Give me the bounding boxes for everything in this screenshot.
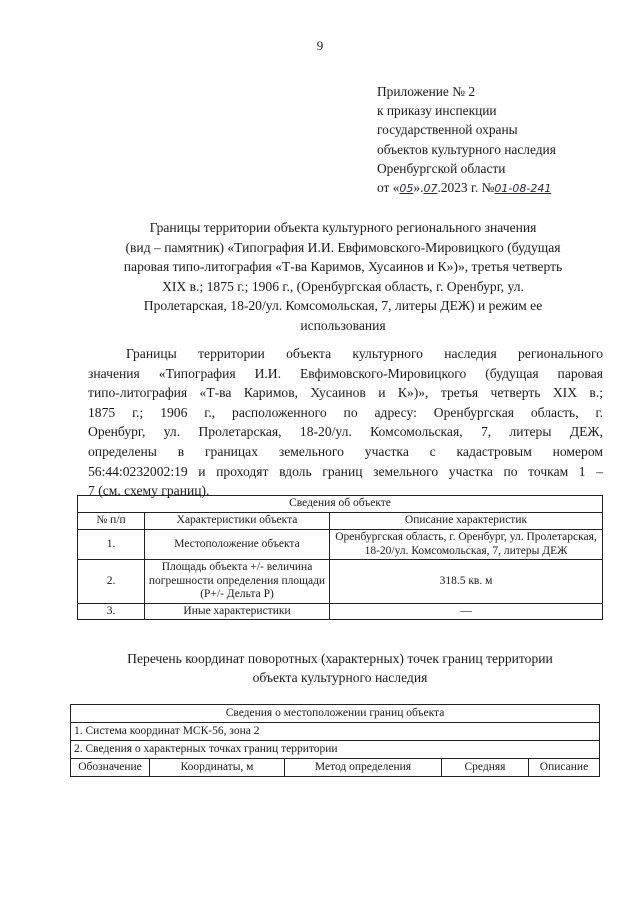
appendix-line: Оренбургской области xyxy=(377,160,506,176)
appendix-header xyxy=(377,82,627,198)
column-header: № п/п xyxy=(78,513,145,530)
points-info-row xyxy=(71,741,600,759)
appendix-date-line xyxy=(377,178,627,198)
row-description: Оренбургская область, г. Оренбург, ул. Пролетарская, 18-20/ул. Комсомольская, 7, литеры ДЕЖ xyxy=(330,530,603,560)
table-caption-row xyxy=(78,496,603,513)
row-number: 3. xyxy=(78,603,145,620)
body-line: 1875 г.; 1906 г., расположенного по адресу: Оренбургская область, г. xyxy=(88,404,603,420)
appendix-line: государственной охраны xyxy=(377,122,518,138)
coordinates-table xyxy=(70,704,600,777)
body-paragraph xyxy=(88,344,603,501)
points-info: 2. Сведения о характерных точках границ территории xyxy=(71,741,600,759)
appendix-line: Приложение № 2 xyxy=(377,84,476,99)
title-line: XIX в.; 1875 г.; 1906 г., (Оренбургская область, г. Оренбург, ул. xyxy=(162,278,524,294)
body-line: типо-литография «Т-ва Каримов, Хусаинов и К»)», третья четверть XIX в.; xyxy=(88,385,603,401)
table-header-row xyxy=(71,759,600,777)
date-prefix: от « xyxy=(377,180,400,196)
table-row xyxy=(78,603,603,620)
date-year: .2023 г. № xyxy=(437,180,495,196)
column-header: Описание характеристик xyxy=(330,513,603,530)
table-caption: Сведения о местоположении границ объекта xyxy=(71,705,600,723)
date-day-handwritten: 05 xyxy=(399,182,414,196)
title-line: Границы территории объекта культурного регионального значения xyxy=(149,220,537,235)
row-number: 2. xyxy=(78,560,145,604)
body-line: Границы территории объекта культурного наследия регионального xyxy=(126,346,603,361)
order-number-handwritten: 01-08-241 xyxy=(494,182,552,196)
coordinate-system-row xyxy=(71,723,600,741)
row-characteristic: Местоположение объекта xyxy=(145,530,330,560)
column-header: Средняя xyxy=(442,759,529,777)
row-characteristic: Площадь объекта +/- величина погрешности определения площади (Р+/- Дельта Р) xyxy=(145,560,330,604)
row-description: 318.5 кв. м xyxy=(330,560,603,604)
table-row xyxy=(78,530,603,560)
coordinate-system: 1. Система координат МСК-56, зона 2 xyxy=(71,723,600,741)
object-info-table xyxy=(77,495,603,620)
appendix-line: объектов культурного наследия xyxy=(377,141,556,157)
title-line: Пролетарская, 18-20/ул. Комсомольская, 7, литеры ДЕЖ) и режим ее xyxy=(143,298,543,314)
column-header: Обозначение xyxy=(71,759,150,777)
title-line: использования xyxy=(300,317,386,333)
date-month-handwritten: 07 xyxy=(423,182,438,196)
table-row xyxy=(78,560,603,604)
column-header: Описание xyxy=(529,759,600,777)
coordinates-section-title xyxy=(77,649,603,687)
body-line: значения «Типография И.И. Евфимовского-Мировицкого (будущая паровая xyxy=(88,365,603,381)
table-caption: Сведения об объекте xyxy=(78,496,603,513)
body-line: 56:44:0232002:19 и проходят вдоль границ земельного участка по точкам 1 – xyxy=(88,463,603,479)
title-line: паровая типо-литография «Т-ва Каримов, Хусаинов и К»)», третья четверть xyxy=(123,259,563,275)
table-caption-row xyxy=(71,705,600,723)
row-number: 1. xyxy=(78,530,145,560)
page-number: 9 xyxy=(316,38,324,53)
body-line: 7 (см. схему границ). xyxy=(88,483,210,499)
title-line: (вид – памятник) «Типография И.И. Евфимовского-Мировицкого (будущая xyxy=(125,239,561,255)
column-header: Координаты, м xyxy=(150,759,285,777)
section-title-line: объекта культурного наследия xyxy=(252,670,428,686)
column-header: Метод определения xyxy=(285,759,442,777)
row-characteristic: Иные характеристики xyxy=(145,603,330,620)
appendix-line: к приказу инспекции xyxy=(377,103,497,119)
document-title xyxy=(88,218,598,336)
body-line: Оренбург, ул. Пролетарская, 18-20/ул. Комсомольская, 7, литеры ДЕЖ, xyxy=(88,424,603,440)
section-title-line: Перечень координат поворотных (характерных) точек границ территории xyxy=(127,651,553,666)
row-description: — xyxy=(330,603,603,620)
body-line: определены в границах земельного участка с кадастровым номером xyxy=(88,443,603,459)
date-separator: ». xyxy=(413,180,424,196)
table-header-row xyxy=(78,513,603,530)
column-header: Характеристики объекта xyxy=(145,513,330,530)
